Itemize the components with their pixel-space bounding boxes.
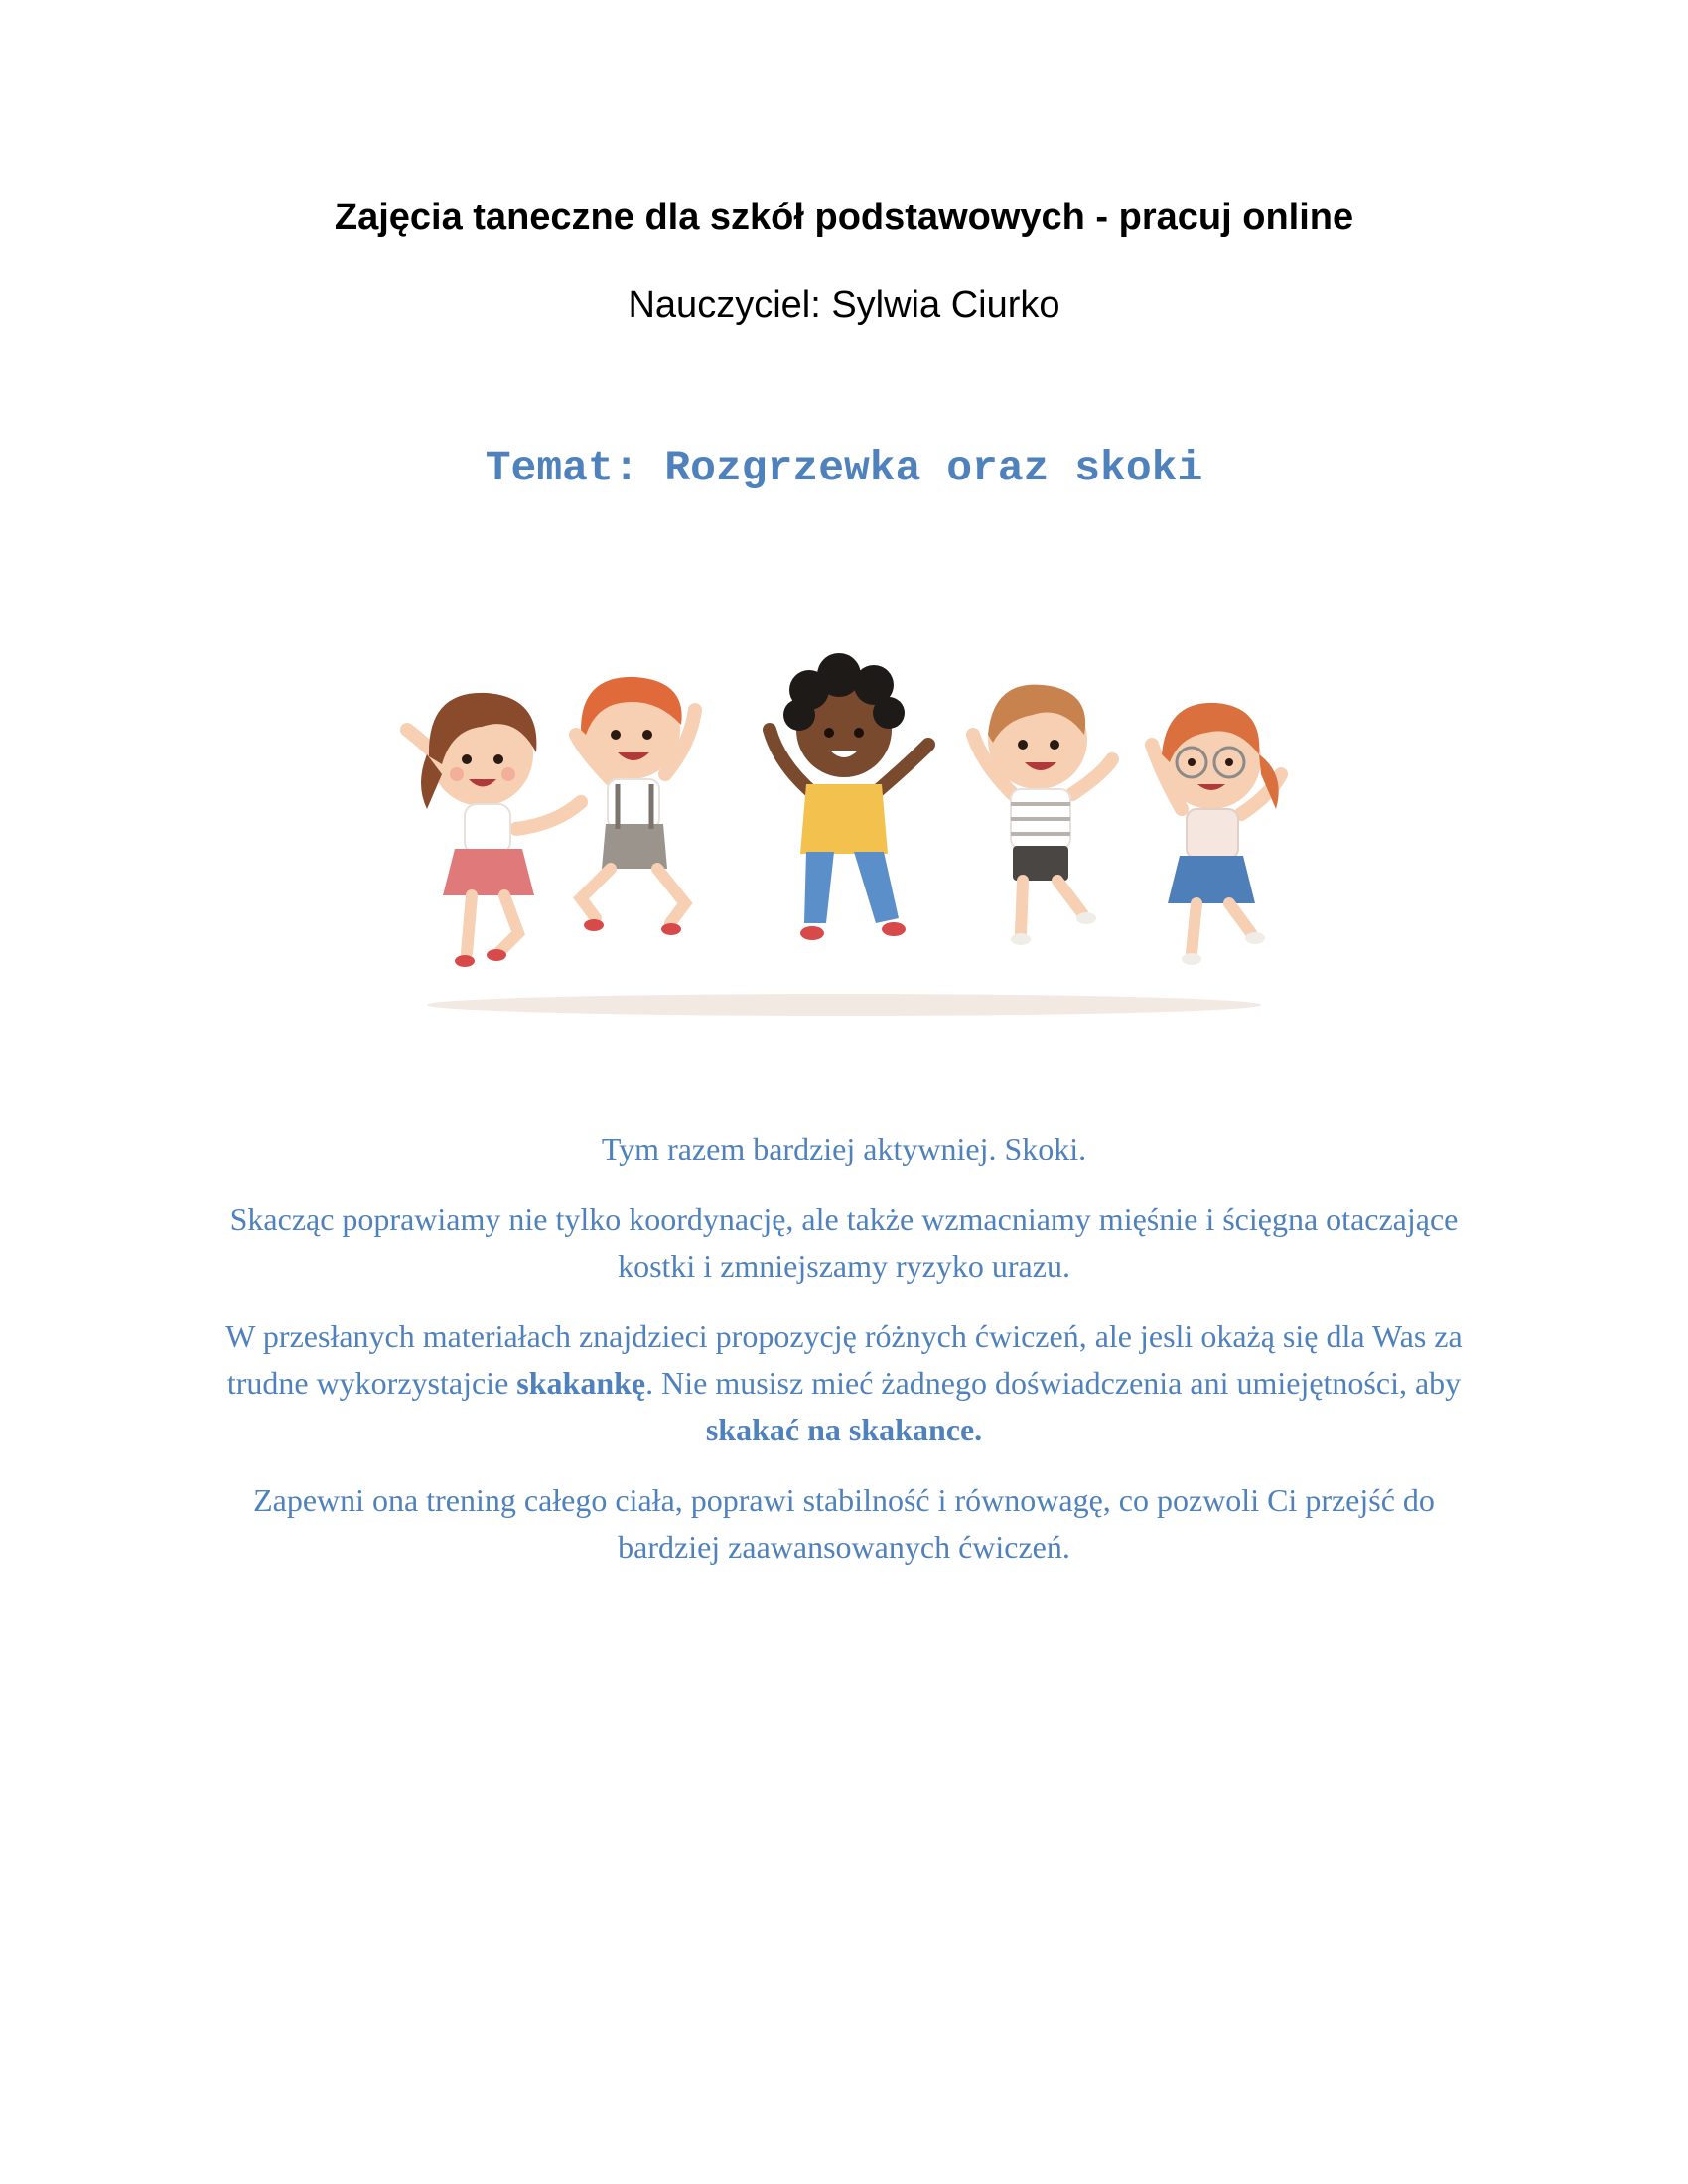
jump-rope-emphasis: skakankę	[516, 1365, 646, 1401]
teacher-name: Nauczyciel: Sylwia Ciurko	[628, 284, 1060, 326]
paragraph-jump-rope-text-2: . Nie musisz mieć żadnego doświadczenia ani umiejętności, aby	[645, 1365, 1462, 1401]
child-girl-blue-skirt	[1152, 703, 1281, 965]
paragraph-jump-rope-text-1: W przesłanych materiałach znajdzieci propozycję różnych ćwiczeń, ale jesli okażą się dla Was za trudne wykorzystajcie	[225, 1318, 1463, 1401]
paragraph-benefits: Skacząc poprawiamy nie tylko koordynację, ale także wzmacniamy mięśnie i ścięgna otaczające kostki i zmniejszamy ryzyko urazu.	[229, 1201, 1459, 1284]
paragraph-intro: Tym razem bardziej aktywniej. Skoki.	[601, 1131, 1087, 1166]
child-boy-yellow-shirt	[770, 653, 928, 940]
jump-rope-skipping-emphasis: skakać na skakance.	[705, 1412, 983, 1447]
lesson-body	[199, 1126, 1489, 1594]
paragraph-training: Zapewni ona trening całego ciała, poprawi stabilność i równowagę, co pozwoli Ci przejść do bardziej zaawansowanych ćwiczeń.	[253, 1482, 1435, 1565]
child-girl-pink-skirt	[407, 693, 581, 967]
lesson-topic: Temat: Rozgrzewka oraz skoki	[485, 444, 1203, 492]
ground-shadow	[427, 994, 1261, 1016]
jumping-children-illustration	[397, 635, 1291, 1052]
child-boy-overalls	[576, 677, 695, 935]
document-title: Zajęcia taneczne dla szkół podstawowych - pracuj online	[334, 197, 1354, 238]
paragraph-jump-rope	[199, 1313, 1489, 1453]
child-boy-striped-shirt	[973, 685, 1112, 945]
